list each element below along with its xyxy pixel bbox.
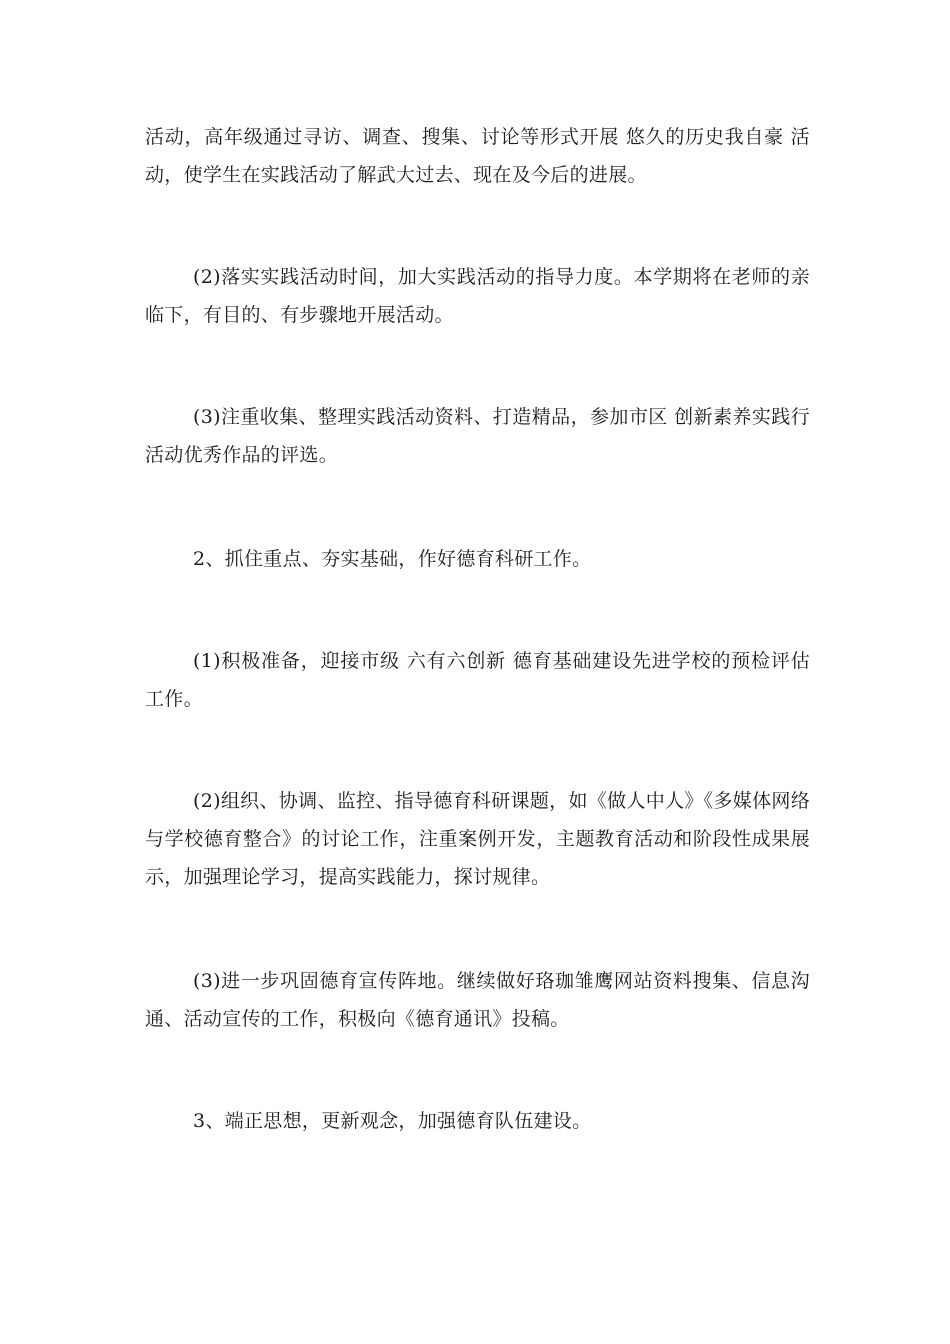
paragraph-practice-materials: (3)注重收集、整理实践活动资料、打造精品，参加市区 创新素养实践行活动优秀作品的评选。 <box>145 406 810 466</box>
section-heading-3: 3、端正思想，更新观念，加强德育队伍建设。 <box>193 1110 592 1132</box>
paragraph-practice-time: (2)落实实践活动时间，加大实践活动的指导力度。本学期将在老师的亲临下，有目的、有步骤地开展活动。 <box>145 266 810 326</box>
paragraph-activity-continuation: 活动，高年级通过寻访、调查、搜集、讨论等形式开展 悠久的历史我自豪 活动，使学生在实践活动了解武大过去、现在及今后的进展。 <box>145 126 810 186</box>
paragraph-evaluation-prep: (1)积极准备，迎接市级 六有六创新 德育基础建设先进学校的预检评估工作。 <box>145 650 810 710</box>
paragraph-publicity: (3)进一步巩固德育宣传阵地。继续做好珞珈雏鹰网站资料搜集、信息沟通、活动宣传的工作，积极向《德育通讯》投稿。 <box>145 970 810 1030</box>
section-heading-2: 2、抓住重点、夯实基础，作好德育科研工作。 <box>193 548 592 570</box>
paragraph-research-topics: (2)组织、协调、监控、指导德育科研课题，如《做人中人》《多媒体网络与学校德育整合》的讨论工作，注重案例开发，主题教育活动和阶段性成果展示，加强理论学习，提高实践能力，探讨规律。 <box>145 790 810 888</box>
